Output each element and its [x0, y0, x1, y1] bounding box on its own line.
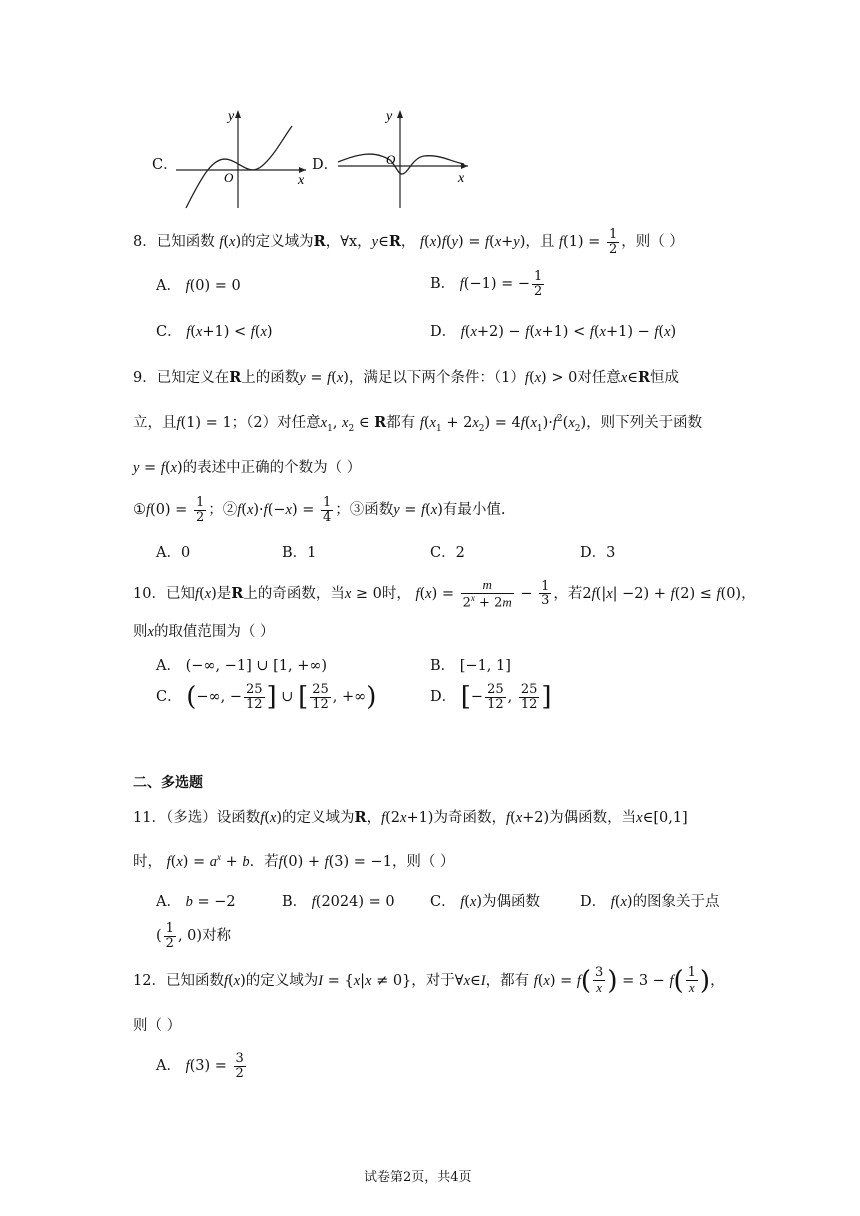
option-c-graph — [172, 104, 312, 214]
y-arrow — [235, 110, 241, 118]
q12-line2: 则（ ） — [133, 1018, 182, 1034]
option-d-label: D． — [312, 157, 339, 173]
q9-statements: ①f(0) = $\frac{1}{2}$ ；②f(x)·f(−x) = $\frac{1}{4}$ ；③函数y = f(x)有最小值. — [133, 495, 506, 525]
y-label: y — [386, 109, 393, 124]
q11-line1: 11．（多选）设函数f(x)的定义域为R，f(2x+1)为奇函数，f(x+2)为偶函数，当x∈[0,1] — [133, 809, 688, 826]
q9-option-b[interactable]: B．1 — [282, 545, 317, 561]
q11-option-d[interactable]: D． f(x)的图象关于点 — [580, 894, 720, 910]
q9-option-c[interactable]: C．2 — [430, 545, 465, 561]
x-label: x — [298, 173, 305, 188]
q11-option-a[interactable]: A． b = −2 — [156, 894, 236, 910]
option-d-graph — [334, 104, 474, 214]
q8-option-a[interactable]: A． f(0) = 0 — [156, 278, 241, 294]
q11-option-b[interactable]: B． f(2024) = 0 — [282, 894, 395, 910]
q8-option-c[interactable]: C． f(x+1) < f(x) — [156, 324, 273, 340]
q10-line2: 则x的取值范围为（ ） — [133, 624, 275, 640]
q12-option-a[interactable]: A． f(3) = $\frac{3}{2}$ — [156, 1051, 244, 1081]
y-arrow — [397, 110, 403, 118]
q8-option-d[interactable]: D． f(x+2) − f(x+1) < f(x+1) − f(x) — [430, 324, 677, 340]
curve — [338, 154, 464, 174]
section-title: 二、多选题 — [133, 775, 203, 791]
q8-stem: 8．已知函数 f(x)的定义域为R，∀x，y∈R， f(x)f(y) = f(x+y)，且 f(1) = $\frac{1}{2}$ ，则（ ） — [133, 227, 684, 257]
q11-option-c[interactable]: C． f(x)为偶函数 — [430, 894, 541, 910]
curve — [186, 126, 292, 208]
q11-line2: 时， $f(x) = a^x + b$．若f(0) + f(3) = −1，则（ ） — [133, 852, 455, 870]
q9-line3: y = f(x)的表述中正确的个数为（ ） — [133, 460, 362, 476]
q12-line1: 12．已知函数f(x)的定义域为I = {x|x ≠ 0}，对于∀x∈I，都有 f(x) = f( $\frac{3}{x}$ ) = 3 − f( $\frac{1}{x}$ )， — [133, 965, 725, 996]
x-label: x — [458, 171, 465, 186]
q10-option-a[interactable]: A． (−∞, −1] ∪ [1, +∞) — [156, 658, 328, 674]
q10-line1: 10．已知f(x)是R上的奇函数，当x ≥ 0时， f(x) = $\frac{m}{2^x + 2m}$ − $\frac{1}{3}$ ，若2f(|x| −2) + f(2) ≤ f(0)， — [133, 577, 756, 610]
y-label: y — [228, 109, 235, 124]
q10-option-c[interactable]: C． (−∞, − $\frac{25}{12}$ ] ∪ [ $\frac{25}{12}$ , +∞) — [156, 681, 377, 712]
q9-line1: 9．已知定义在R上的函数y = f(x)，满足以下两个条件：（1）f(x) > 0对任意x∈R恒成 — [133, 369, 680, 386]
q11-option-d-cont: ( $\frac{1}{2}$ , 0)对称 — [156, 921, 232, 951]
origin-label: O — [386, 152, 396, 167]
q9-option-a[interactable]: A．0 — [156, 545, 191, 561]
origin-label: O — [224, 170, 234, 185]
q9-option-d[interactable]: D．3 — [580, 545, 616, 561]
option-c-label: C． — [152, 157, 178, 173]
page-footer: 试卷第2页，共4页 — [364, 1170, 472, 1185]
q9-line2: 立，且f(1) = 1；（2）对任意$x_1$, $x_2$ ∈ R都有 $f(x_1 + 2x_2) = 4f(x_1)\cdot f^2(x_2)$，则下列关于函数 — [133, 414, 703, 434]
q10-option-d[interactable]: D． [− $\frac{25}{12}$ , $\frac{25}{12}$ ] — [430, 681, 552, 712]
q10-option-b[interactable]: B． [−1, 1] — [430, 658, 511, 674]
q8-option-b[interactable]: B． f(−1) = − $\frac{1}{2}$ — [430, 269, 543, 299]
